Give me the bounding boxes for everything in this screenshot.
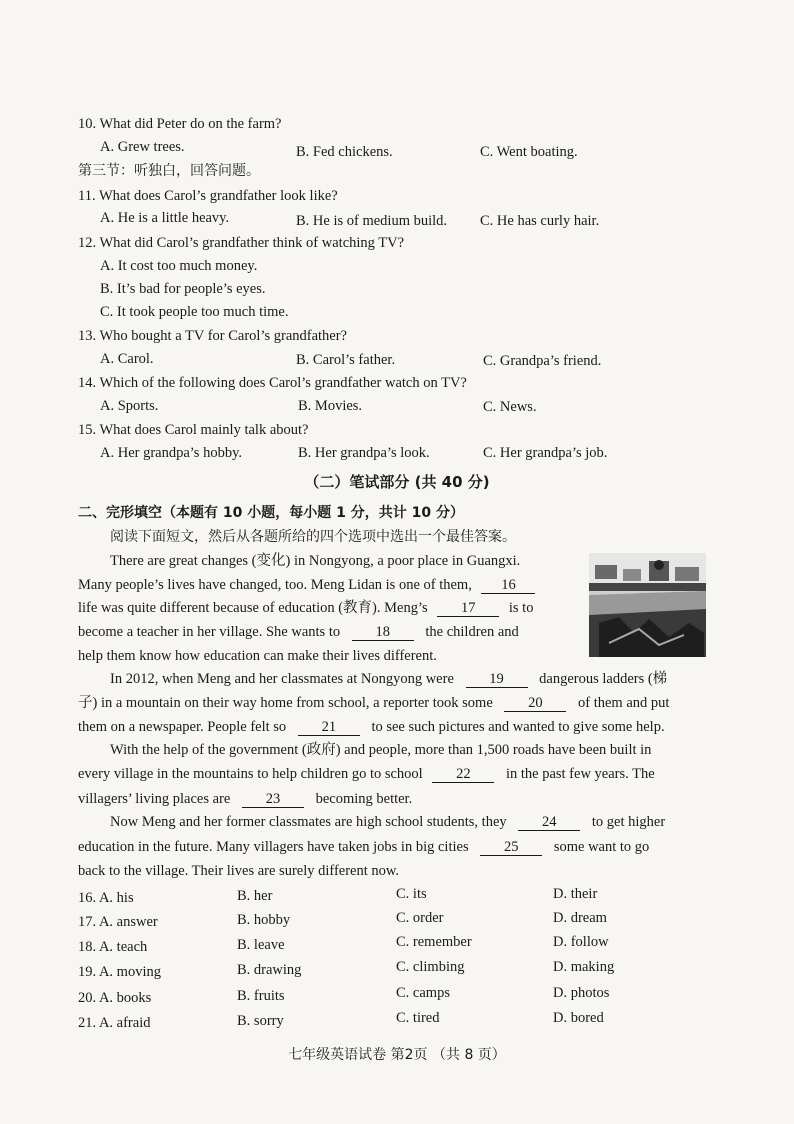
village-children-photo xyxy=(589,553,706,657)
option-20-a: 20. A. books xyxy=(78,990,152,1006)
passage-line xyxy=(78,790,412,808)
passage-text: every village in the mountains to help children go to school xyxy=(78,766,423,782)
q15-option-b: B. Her grandpa’s look. xyxy=(298,445,430,461)
passage-text: in the past few years. The xyxy=(505,766,655,782)
option-16-a: 16. A. his xyxy=(78,890,134,906)
passage-text: to get higher xyxy=(591,814,666,830)
option-20-c: C. camps xyxy=(396,985,450,1001)
q10-option-c: C. Went boating. xyxy=(480,144,578,160)
option-16-c: C. its xyxy=(396,886,427,902)
option-20-b: B. fruits xyxy=(237,988,285,1004)
option-21-a: 21. A. afraid xyxy=(78,1015,151,1031)
passage-text: 子) in a mountain on their way home from school, a reporter took some xyxy=(78,695,493,711)
q12-option-b: B. It’s bad for people’s eyes. xyxy=(100,281,266,297)
passage-line xyxy=(110,670,667,688)
q13-option-c: C. Grandpa’s friend. xyxy=(483,353,602,369)
written-section-title: （二）笔试部分 (共 40 分) xyxy=(304,473,490,491)
passage-line xyxy=(110,813,665,831)
cloze-instruction: 阅读下面短文，然后从各题所给的四个选项中选出一个最佳答案。 xyxy=(110,529,516,545)
passage-line xyxy=(78,765,655,783)
passage-text: villagers’ living places are xyxy=(78,791,231,807)
blank-24: 24 xyxy=(518,814,580,831)
cloze-heading: 二、完形填空（本题有 10 小题，每小题 1 分，共计 10 分） xyxy=(78,505,464,521)
passage-text: become a teacher in her village. She wants to xyxy=(78,624,341,640)
passage-text: of them and put xyxy=(578,695,670,711)
option-20-d: D. photos xyxy=(553,985,610,1001)
q11-option-c: C. He has curly hair. xyxy=(480,213,600,229)
section-3-heading: 第三节：听独白，回答问题。 xyxy=(78,163,260,179)
passage-line: back to the village. Their lives are surely different now. xyxy=(78,863,400,879)
passage-line: help them know how education can make their lives different. xyxy=(78,648,437,664)
passage-text: In 2012, when Meng and her classmates at Nongyong were xyxy=(110,671,454,687)
passage-text: Now Meng and her former classmates are high school students, they xyxy=(110,814,507,830)
option-19-a: 19. A. moving xyxy=(78,964,161,980)
passage-text: to see such pictures and wanted to give some help. xyxy=(371,719,665,735)
passage-text: education in the future. Many villagers have taken jobs in big cities xyxy=(78,839,469,855)
page-footer: 七年级英语试卷 第2页 （共 8 页） xyxy=(288,1047,506,1063)
option-18-c: C. remember xyxy=(396,934,472,950)
option-17-c: C. order xyxy=(396,910,444,926)
q14-option-a: A. Sports. xyxy=(100,398,159,414)
q10-option-a: A. Grew trees. xyxy=(100,139,185,155)
blank-18: 18 xyxy=(352,624,414,641)
passage-line xyxy=(78,838,649,856)
q15-option-a: A. Her grandpa’s hobby. xyxy=(100,445,243,461)
blank-20: 20 xyxy=(504,695,566,712)
passage-line xyxy=(78,694,669,712)
q13-option-a: A. Carol. xyxy=(100,351,154,367)
blank-21: 21 xyxy=(298,719,360,736)
passage-text: becoming better. xyxy=(315,791,413,807)
passage-line: With the help of the government (政府) and people, more than 1,500 roads have been built in xyxy=(110,742,652,758)
question-10: 10. What did Peter do on the farm? xyxy=(78,116,282,132)
passage-text: the children and xyxy=(425,624,519,640)
q14-option-b: B. Movies. xyxy=(298,398,363,414)
option-19-d: D. making xyxy=(553,959,615,975)
passage-text: them on a newspaper. People felt so xyxy=(78,719,287,735)
option-17-a: 17. A. answer xyxy=(78,914,158,930)
blank-16: 16 xyxy=(481,577,535,594)
passage-line: There are great changes (变化) in Nongyong, a poor place in Guangxi. xyxy=(110,553,521,569)
question-14: 14. Which of the following does Carol’s grandfather watch on TV? xyxy=(78,375,467,391)
passage-text: Many people’s lives have changed, too. Meng Lidan is one of them, xyxy=(78,577,472,593)
option-19-b: B. drawing xyxy=(237,962,302,978)
question-11: 11. What does Carol’s grandfather look like? xyxy=(78,188,338,204)
q14-option-c: C. News. xyxy=(483,399,537,415)
blank-19: 19 xyxy=(466,671,528,688)
q12-option-c: C. It took people too much time. xyxy=(100,304,289,320)
option-16-b: B. her xyxy=(237,888,273,904)
passage-line xyxy=(78,599,533,617)
option-16-d: D. their xyxy=(553,886,598,902)
option-21-b: B. sorry xyxy=(237,1013,284,1029)
q12-option-a: A. It cost too much money. xyxy=(100,258,258,274)
blank-23: 23 xyxy=(242,791,304,808)
question-13: 13. Who bought a TV for Carol’s grandfather? xyxy=(78,328,347,344)
option-19-c: C. climbing xyxy=(396,959,465,975)
passage-text: some want to go xyxy=(553,839,650,855)
blank-17: 17 xyxy=(437,600,499,617)
blank-22: 22 xyxy=(432,766,494,783)
q15-option-c: C. Her grandpa’s job. xyxy=(483,445,608,461)
passage-line xyxy=(78,576,535,594)
q13-option-b: B. Carol’s father. xyxy=(296,352,396,368)
passage-text: life was quite different because of education (教育). Meng’s xyxy=(78,600,428,616)
passage-line xyxy=(78,718,665,736)
option-18-b: B. leave xyxy=(237,937,285,953)
option-18-a: 18. A. teach xyxy=(78,939,148,955)
option-17-b: B. hobby xyxy=(237,912,291,928)
question-12: 12. What did Carol’s grandfather think of watching TV? xyxy=(78,235,405,251)
q11-option-b: B. He is of medium build. xyxy=(296,213,448,229)
passage-text: dangerous ladders (梯 xyxy=(539,671,668,687)
passage-text: is to xyxy=(508,600,534,616)
passage-line xyxy=(78,623,519,641)
option-17-d: D. dream xyxy=(553,910,607,926)
option-18-d: D. follow xyxy=(553,934,609,950)
question-15: 15. What does Carol mainly talk about? xyxy=(78,422,309,438)
option-21-d: D. bored xyxy=(553,1010,604,1026)
blank-25: 25 xyxy=(480,839,542,856)
option-21-c: C. tired xyxy=(396,1010,440,1026)
q11-option-a: A. He is a little heavy. xyxy=(100,210,230,226)
q10-option-b: B. Fed chickens. xyxy=(296,144,393,160)
